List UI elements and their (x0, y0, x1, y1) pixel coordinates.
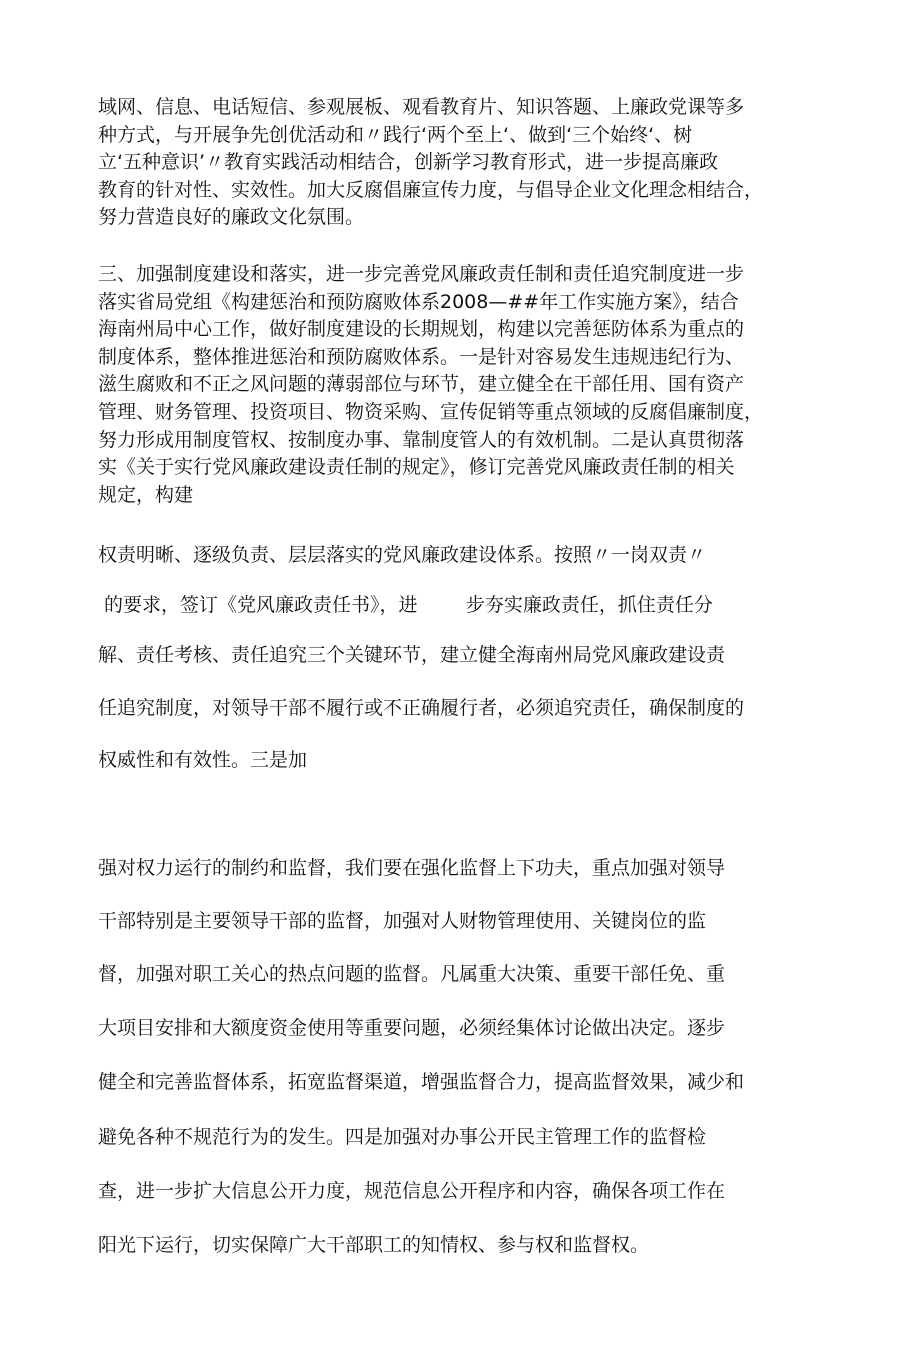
text-line: 的要求，签订《党风廉政责任书》，进 步夯实廉政责任，抓住责任分 (98, 594, 713, 616)
text-line: 干部特别是主要领导干部的监督，加强对人财物管理使用、关键岗位的监 (98, 910, 707, 932)
text-line: 健全和完善监督体系，拓宽监督渠道，增强监督合力，提高监督效果，减少和 (98, 1071, 745, 1093)
text-line: 努力营造良好的廉政文化氛围。 (98, 206, 365, 229)
text-line: 强对权力运行的制约和监督，我们要在强化监督上下功夫，重点加强对领导 (98, 857, 726, 879)
text-line: 管理、财务管理、投资项目、物资采购、宣传促销等重点领域的反腐倡廉制度， (98, 400, 764, 423)
text-line: 实《关于实行党风廉政建设责任制的规定》，修订完善党风廉政责任制的相关 (98, 456, 735, 479)
text-line: 立‘五种意识’〃教育实践活动相结合，创新学习教育形式，进一步提高廉政 (98, 151, 719, 174)
text-line: 阳光下运行，切实保障广大干部职工的知情权、参与权和监督权。 (98, 1234, 650, 1256)
text-line: 努力形成用制度管权、按制度办事、靠制度管人的有效机制。二是认真贯彻落 (98, 428, 745, 451)
text-line: 域网、信息、电话短信、参观展板、观看教育片、知识答题、上廉政党课等多 (98, 96, 745, 118)
text-line: 督，加强对职工关心的热点问题的监督。凡属重大决策、重要干部任免、重 (98, 963, 726, 985)
text-line: 任追究制度，对领导干部不履行或不正确履行者，必须追究责任，确保制度的 (98, 697, 745, 719)
text-line: 制度体系，整体推进惩治和预防腐败体系。一是针对容易发生违规违纪行为、 (98, 345, 745, 368)
text-line: 权责明晰、逐级负责、层层落实的党风廉政建设体系。按照〃一岗双责〃 (98, 544, 707, 566)
text-line: 规定，构建 (98, 483, 194, 506)
text-line: 查，进一步扩大信息公开力度，规范信息公开程序和内容，确保各项工作在 (98, 1180, 726, 1202)
text-line: 滋生腐败和不正之风问题的薄弱部位与环节，建立健全在干部任用、国有资产 (98, 373, 745, 396)
text-line: 种方式，与开展争先创优活动和〃践行‘两个至上‘、做到‘三个始终‘、树 (98, 123, 693, 146)
text-line: 权威性和有效性。三是加 (98, 749, 308, 771)
text-line: 落实省局党组《构建惩治和预防腐败体系2008—##年工作实施方案》，结合 (98, 290, 739, 313)
text-line: 教育的针对性、实效性。加大反腐倡廉宣传力度，与倡导企业文化理念相结合， (98, 178, 764, 201)
text-line: 海南州局中心工作，做好制度建设的长期规划，构建以完善惩防体系为重点的 (98, 318, 745, 341)
paragraph-system-construction (98, 261, 838, 509)
text-line: 大项目安排和大额度资金使用等重要问题，必须经集体讨论做出决定。逐步 (98, 1017, 726, 1039)
text-line: 三、加强制度建设和落实，进一步完善党风廉政责任制和责任追究制度进一步 (98, 263, 745, 285)
text-line: 避免各种不规范行为的发生。四是加强对办事公开民主管理工作的监督检 (98, 1126, 707, 1148)
text-line: 解、责任考核、责任追究三个关键环节，建立健全海南州局党风廉政建设责 (98, 644, 726, 666)
